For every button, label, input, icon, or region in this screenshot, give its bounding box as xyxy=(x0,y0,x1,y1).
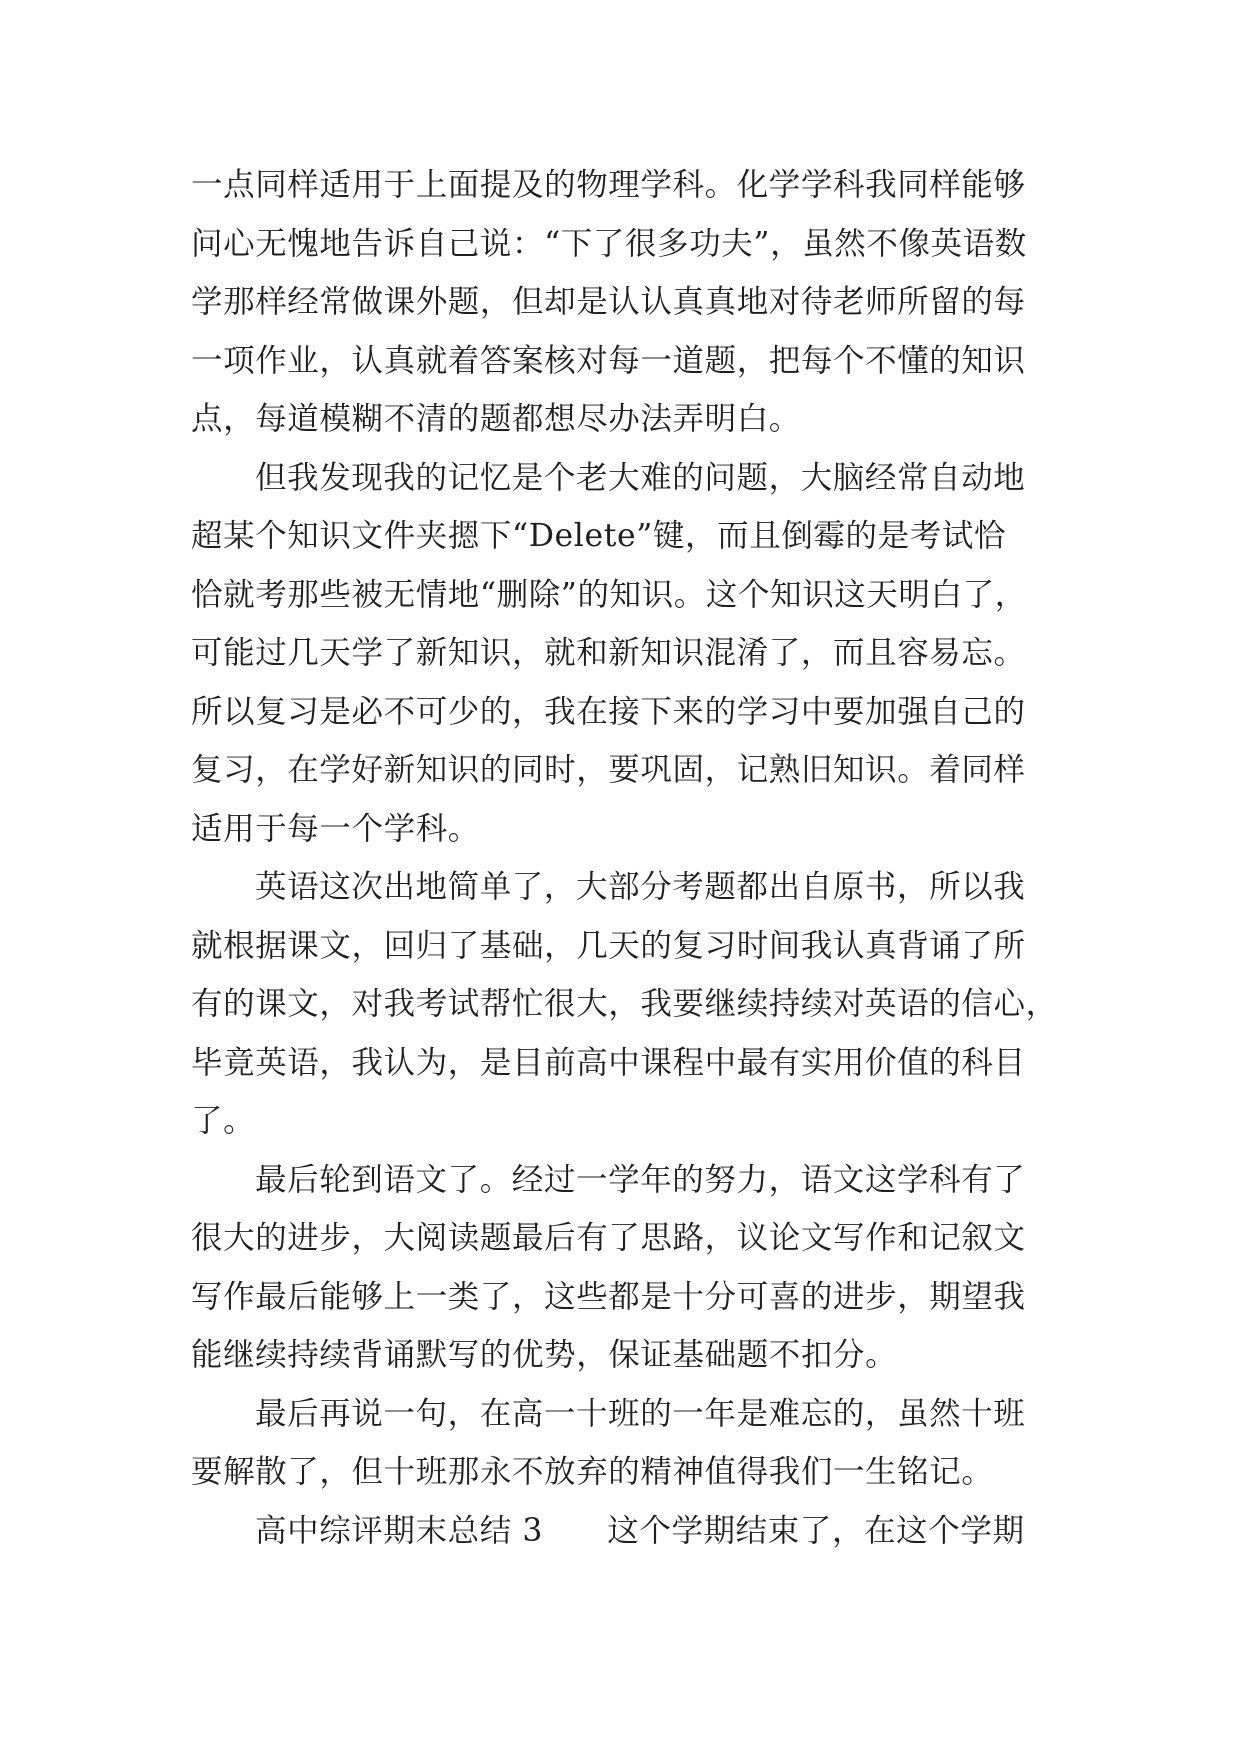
paragraph-first-line: 但我发现我的记忆是个老大难的问题，大脑经常自动地 xyxy=(255,459,1026,496)
text-line: 一项作业，认真就着答案核对每一道题，把每个不懂的知识 xyxy=(191,342,1026,379)
text-line: 能继续持续背诵默写的优势，保证基础题不扣分。 xyxy=(191,1337,898,1373)
paragraph-first-line: 最后轮到语文了。经过一学年的努力，语文这学科有了 xyxy=(255,1161,1026,1198)
document-body xyxy=(191,156,1061,1560)
text-line: 要解散了，但十班那永不放弃的精神值得我们一生铭记。 xyxy=(191,1454,994,1490)
text-line: 问心无愧地告诉自己说：“下了很多功夫”，虽然不像英语数 xyxy=(191,225,1027,262)
text-line: 毕竟英语，我认为，是目前高中课程中最有实用价值的科目 xyxy=(191,1044,1026,1081)
paragraph-first-line: 最后再说一句，在高一十班的一年是难忘的，虽然十班 xyxy=(255,1395,1026,1432)
text-line: 可能过几天学了新知识，就和新知识混淆了，而且容易忘。 xyxy=(191,635,1026,671)
text-line: 恰就考那些被无情地“删除”的知识。这个知识这天明白了， xyxy=(191,576,1027,613)
text-line: 所以复习是必不可少的，我在接下来的学习中要加强自己的 xyxy=(191,693,1026,730)
paragraph-first-line: 英语这次出地简单了，大部分考题都出自原书，所以我 xyxy=(255,869,1026,905)
text-line: 适用于每一个学科。 xyxy=(191,810,480,847)
section-heading-line: 高中综评期末总结 3 这个学期结束了，在这个学期 xyxy=(255,1512,1025,1549)
text-line: 有的课文，对我考试帮忙很大，我要继续持续对英语的信心， xyxy=(191,986,1058,1022)
text-line: 复习，在学好新知识的同时，要巩固，记熟旧知识。着同样 xyxy=(191,752,1026,788)
text-line: 很大的进步，大阅读题最后有了思路，议论文写作和记叙文 xyxy=(191,1220,1026,1256)
text-line: 写作最后能够上一类了，这些都是十分可喜的进步，期望我 xyxy=(191,1278,1026,1315)
text-line: 了。 xyxy=(191,1103,256,1139)
text-line: 一点同样适用于上面提及的物理学科。化学学科我同样能够 xyxy=(191,167,1026,203)
text-line: 就根据课文，回归了基础，几天的复习时间我认真背诵了所 xyxy=(191,927,1026,964)
text-line: 超某个知识文件夹摁下“Delete”键，而且倒霉的是考试恰 xyxy=(191,518,1007,554)
text-line: 学那样经常做课外题，但却是认认真真地对待老师所留的每 xyxy=(191,284,1026,320)
text-line: 点，每道模糊不清的题都想尽办法弄明白。 xyxy=(191,401,801,437)
